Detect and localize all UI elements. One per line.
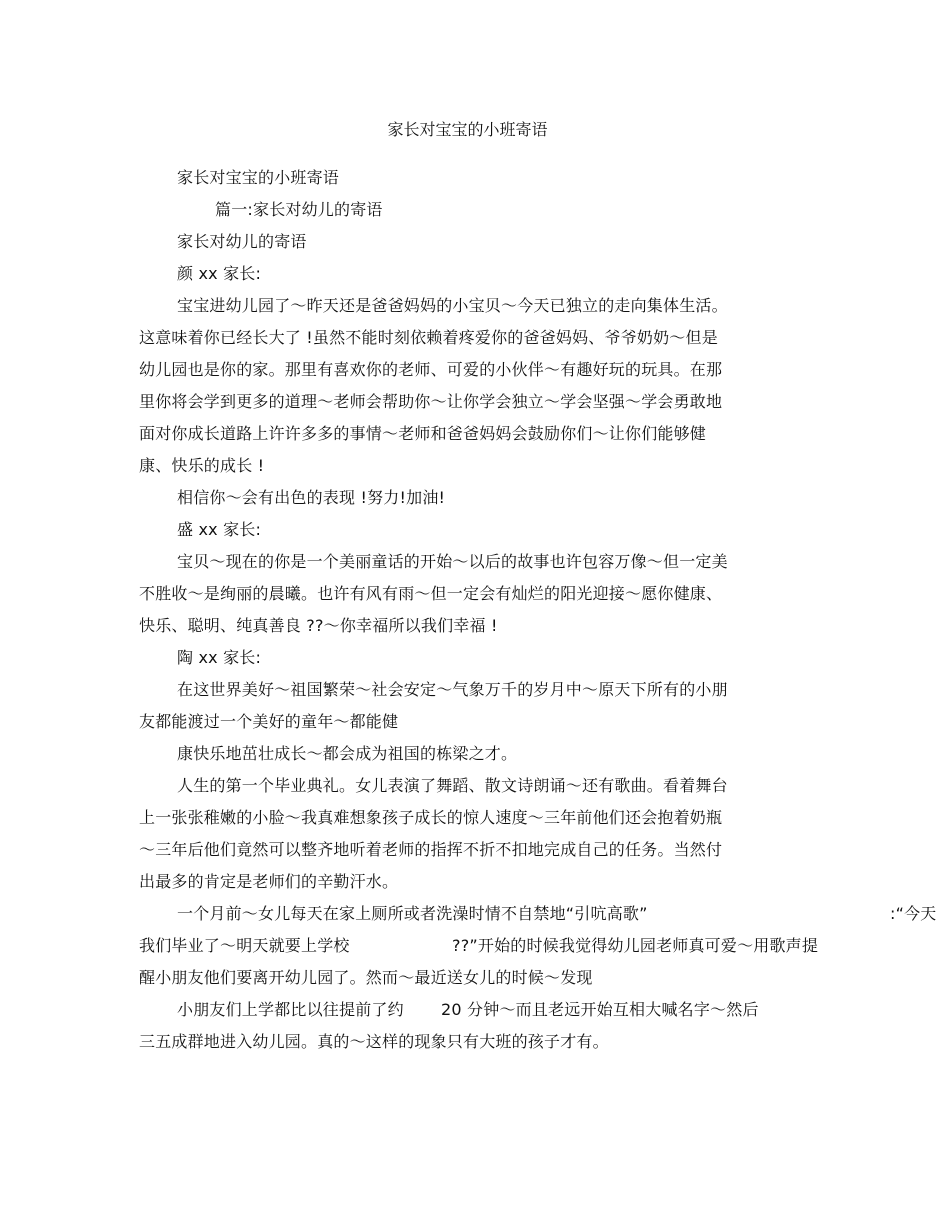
text-line: 一个月前～女儿每天在家上厕所或者洗澡时情不自禁地“引吭高歌” <box>177 904 648 923</box>
text-line: 上一张张稚嫩的小脸～我真难想象孩子成长的惊人速度～三年前他们还会抱着奶瓶 <box>139 808 723 827</box>
text-line: 陶 xx 家长: <box>177 648 262 667</box>
text-line: 面对你成长道路上许许多多的事情～老师和爸爸妈妈会鼓励你们～让你们能够健 <box>139 424 707 443</box>
text-line: 这意味着你已经长大了 !虽然不能时刻依赖着疼爱你的爸爸妈妈、爷爷奶奶～但是 <box>139 328 718 347</box>
text-line: 相信你～会有出色的表现 !努力!加油! <box>177 488 446 507</box>
text-line: 康、快乐的成长 ! <box>139 456 265 475</box>
text-line: 颜 xx 家长: <box>177 264 262 283</box>
text-line: 宝贝～现在的你是一个美丽童话的开始～以后的故事也许包容万像～但一定美 <box>177 552 728 571</box>
text-line: 篇一:家长对幼儿的寄语 <box>215 200 383 219</box>
text-line: 三五成群地进入幼儿园。真的～这样的现象只有大班的孩子才有。 <box>139 1032 609 1051</box>
text-line: 盛 xx 家长: <box>177 520 262 539</box>
text-line: 不胜收～是绚丽的晨曦。也许有风有雨～但一定会有灿烂的阳光迎接～愿你健康、 <box>139 584 723 603</box>
text-line-fragment: 20 分钟～而且老远开始互相大喊名字～然后 <box>441 1000 759 1019</box>
text-line: 康快乐地茁壮成长～都会成为祖国的栋梁之才。 <box>177 744 518 763</box>
text-line: ～三年后他们竟然可以整齐地听着老师的指挥不折不扣地完成自己的任务。当然付 <box>139 840 723 859</box>
document-title: 家长对宝宝的小班寄语 <box>387 120 548 139</box>
text-line-fragment: ??”开始的时候我觉得幼儿园老师真可爱～用歌声提 <box>452 936 819 955</box>
text-line: 在这世界美好～祖国繁荣～社会安定～气象万千的岁月中～原天下所有的小朋 <box>177 680 728 699</box>
text-line: 小朋友们上学都比以往提前了约 <box>177 1000 404 1019</box>
text-line: 里你将会学到更多的道理～老师会帮助你～让你学会独立～学会坚强～学会勇敢地 <box>139 392 723 411</box>
text-line: 幼儿园也是你的家。那里有喜欢你的老师、可爱的小伙伴～有趣好玩的玩具。在那 <box>139 360 723 379</box>
text-line: 友都能渡过一个美好的童年～都能健 <box>139 712 399 731</box>
text-line: 宝宝进幼儿园了～昨天还是爸爸妈妈的小宝贝～今天已独立的走向集体生活。 <box>177 296 728 315</box>
text-line: 家长对宝宝的小班寄语 <box>177 168 340 187</box>
text-line: 出最多的肯定是老师们的辛勤汗水。 <box>139 872 399 891</box>
text-line-fragment: :“今天 <box>890 904 937 923</box>
text-line: 家长对幼儿的寄语 <box>177 232 307 251</box>
text-line: 醒小朋友他们要离开幼儿园了。然而～最近送女儿的时候～发现 <box>139 968 593 987</box>
text-line: 我们毕业了～明天就要上学校 <box>139 936 350 955</box>
text-line: 人生的第一个毕业典礼。女儿表演了舞蹈、散文诗朗诵～还有歌曲。看着舞台 <box>177 776 728 795</box>
text-line: 快乐、聪明、纯真善良 ??～你幸福所以我们幸福 ! <box>139 616 498 635</box>
